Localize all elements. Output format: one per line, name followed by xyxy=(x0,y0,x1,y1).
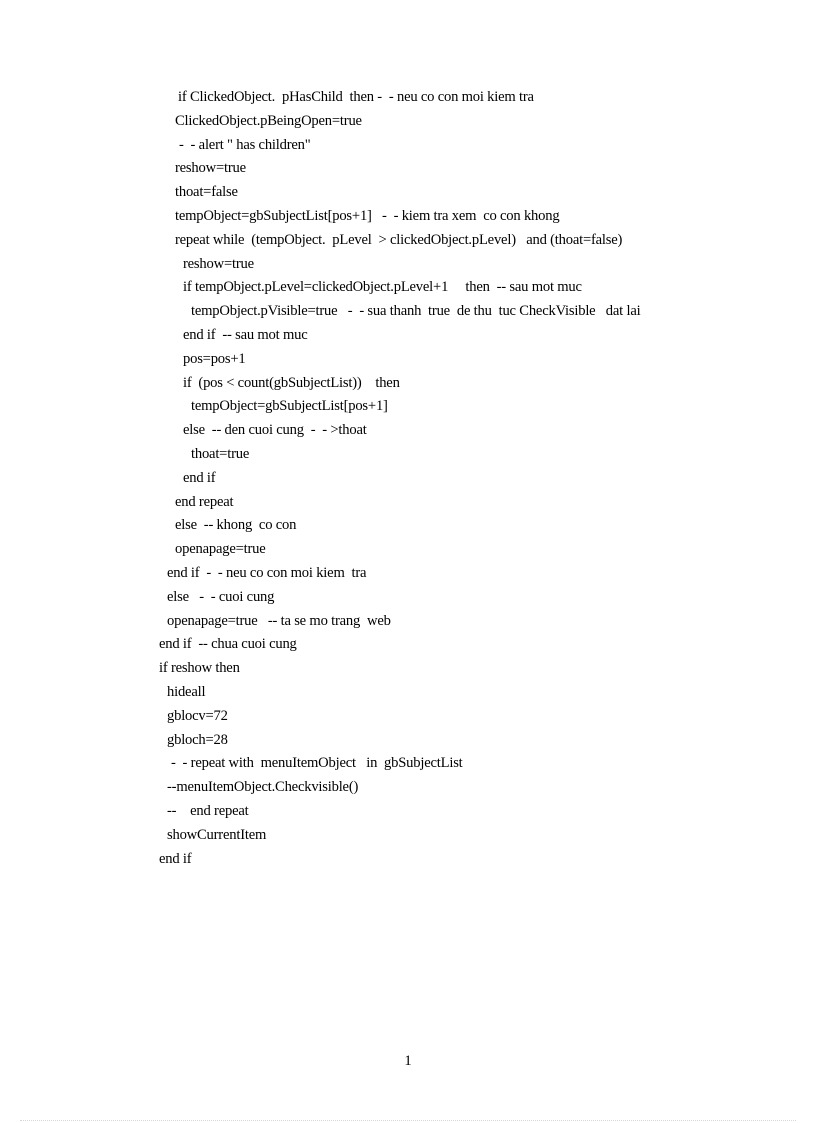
code-line: - - repeat with menuItemObject in gbSubjectList xyxy=(171,755,463,772)
code-line: thoat=false xyxy=(175,184,238,201)
code-line: else -- khong co con xyxy=(175,517,297,534)
code-line: reshow=true xyxy=(175,160,246,177)
code-line: -- end repeat xyxy=(167,802,249,819)
code-line: tempObject.pVisible=true - - sua thanh true de thu tuc CheckVisible dat lai xyxy=(191,303,641,320)
code-line: openapage=true xyxy=(175,541,266,558)
page-number: 1 xyxy=(404,1053,412,1069)
code-line: if ClickedObject. pHasChild then - - neu co con moi kiem tra xyxy=(178,89,534,105)
code-line: else - - cuoi cung xyxy=(167,588,275,605)
code-line: tempObject=gbSubjectList[pos+1] xyxy=(191,398,388,415)
code-line: if tempObject.pLevel=clickedObject.pLevel+1 then -- sau mot muc xyxy=(183,279,582,296)
code-line: openapage=true -- ta se mo trang web xyxy=(167,612,391,629)
code-line: - - alert " has children" xyxy=(179,136,311,153)
code-line: reshow=true xyxy=(183,255,254,272)
code-line: --menuItemObject.Checkvisible() xyxy=(167,779,359,796)
code-line: repeat while (tempObject. pLevel > clickedObject.pLevel) and (thoat=false) xyxy=(175,231,623,248)
code-line: else -- den cuoi cung - - >thoat xyxy=(183,422,367,439)
code-line: pos=pos+1 xyxy=(183,350,246,367)
code-line: hideall xyxy=(167,683,206,700)
page-bottom-edge xyxy=(20,1120,796,1121)
code-line: if (pos < count(gbSubjectList)) then xyxy=(183,374,400,391)
code-line: end if xyxy=(183,469,216,486)
code-listing xyxy=(159,86,759,871)
code-line: gbloch=28 xyxy=(167,731,228,748)
code-line: end if -- sau mot muc xyxy=(183,326,308,343)
code-line: gblocv=72 xyxy=(167,707,228,724)
code-line: end if xyxy=(159,850,192,867)
code-line: end if - - neu co con moi kiem tra xyxy=(167,564,367,581)
code-line: ClickedObject.pBeingOpen=true xyxy=(175,112,362,129)
code-line: showCurrentItem xyxy=(167,826,267,843)
code-line: end if -- chua cuoi cung xyxy=(159,636,297,653)
code-line: end repeat xyxy=(175,493,234,510)
code-line: tempObject=gbSubjectList[pos+1] - - kiem tra xem co con khong xyxy=(175,207,560,224)
code-line: thoat=true xyxy=(191,445,250,462)
code-line: if reshow then xyxy=(159,660,240,677)
